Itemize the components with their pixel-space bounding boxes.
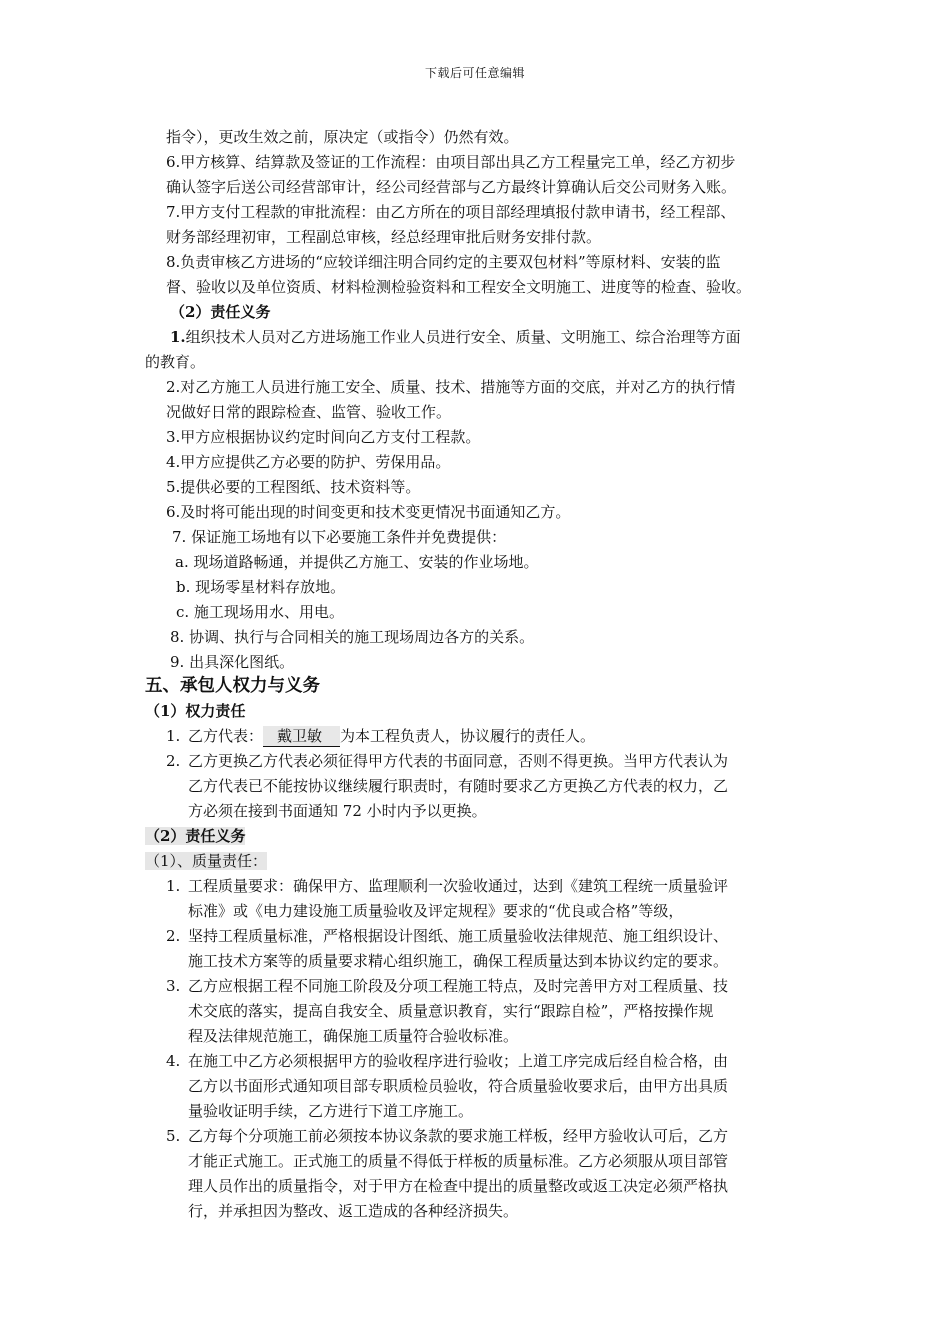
list-text: 在施工中乙方必须根据甲方的验收程序进行验收；上道工序完成后经自检合格，由 (188, 1052, 729, 1070)
text-line: 2.对乙方施工人员进行施工安全、质量、技术、措施等方面的交底，并对乙方的执行情 (166, 378, 736, 396)
section-heading: （2）责任义务 (170, 303, 271, 321)
text-line: 7.甲方支付工程款的审批流程：由乙方所在的项目部经理填报付款申请书，经工程部、 (166, 203, 736, 221)
representative-name: 戴卫敏 (263, 726, 340, 747)
list-number: 4. (166, 1052, 181, 1070)
section-heading: （2）责任义务 (145, 827, 246, 845)
text-line: 指令），更改生效之前，原决定（或指令）仍然有效。 (166, 128, 519, 146)
text-line: 理人员作出的质量指令，对于甲方在检查中提出的质量整改或返工决定必须严格执 (188, 1177, 729, 1195)
subsection-heading: （1）、质量责任： (145, 852, 268, 870)
list-item (166, 926, 728, 946)
text-line: 量验收证明手续，乙方进行下道工序施工。 (188, 1102, 474, 1120)
list-text: 乙方每个分项施工前必须按本协议条款的要求施工样板，经甲方验收认可后，乙方 (188, 1127, 729, 1145)
text-line: 4.甲方应提供乙方必要的防护、劳保用品。 (166, 453, 451, 471)
section-heading: （1）权力责任 (145, 702, 246, 720)
text-line: 3.甲方应根据协议约定时间向乙方支付工程款。 (166, 428, 481, 446)
list-number: 1. (170, 328, 186, 346)
text-line: 财务部经理初审，工程副总审核，经总经理审批后财务安排付款。 (166, 228, 602, 246)
text-line: 况做好日常的跟踪检查、监管、验收工作。 (166, 403, 452, 421)
list-text: 组织技术人员对乙方进场施工作业人员进行安全、质量、文明施工、综合治理等方面 (185, 328, 741, 346)
list-number: 1. (166, 877, 181, 895)
text-line: 才能正式施工。正式施工的质量不得低于样板的质量标准。乙方必须服从项目部管 (188, 1152, 729, 1170)
page-header: 下载后可任意编辑 (424, 66, 525, 80)
list-text: 乙方更换乙方代表必须征得甲方代表的书面同意，否则不得更换。当甲方代表认为 (188, 752, 729, 770)
chapter-heading: 五、承包人权力与义务 (145, 676, 320, 696)
list-number: 1. (166, 727, 181, 745)
text-line: 术交底的落实，提高自我安全、质量意识教育，实行“跟踪自检”，严格按操作规 (188, 1002, 714, 1020)
text-line: b. 现场零星材料存放地。 (176, 578, 346, 596)
text-line: 确认签字后送公司经营部审计，经公司经营部与乙方最终计算确认后交公司财务入账。 (166, 178, 737, 196)
list-item (166, 1051, 728, 1071)
text-line: 6.甲方核算、结算款及签证的工作流程：由项目部出具乙方工程量完工单，经乙方初步 (166, 153, 736, 171)
list-text: 坚持工程质量标准，严格根据设计图纸、施工质量验收法律规范、施工组织设计、 (188, 927, 729, 945)
text-line: 9. 出具深化图纸。 (170, 653, 295, 671)
text-line: 督、验收以及单位资质、材料检测检验资料和工程安全文明施工、进度等的检查、验收。 (166, 278, 752, 296)
text-line: 8.负责审核乙方进场的“应较详细注明合同约定的主要双包材料”等原材料、安装的监 (166, 253, 721, 271)
list-text: 工程质量要求：确保甲方、监理顺利一次验收通过，达到《建筑工程统一质量验评 (188, 877, 729, 895)
text-line: 行，并承担因为整改、返工造成的各种经济损失。 (188, 1202, 519, 1220)
list-number: 2. (166, 752, 181, 770)
list-text: 为本工程负责人，协议履行的责任人。 (340, 727, 596, 745)
list-number: 5. (166, 1127, 181, 1145)
list-number: 2. (166, 927, 181, 945)
text-line: 的教育。 (145, 353, 206, 371)
text-line: 5.提供必要的工程图纸、技术资料等。 (166, 478, 421, 496)
list-item (166, 751, 728, 771)
text-line (170, 327, 741, 347)
list-item (166, 726, 595, 747)
list-text: 乙方应根据工程不同施工阶段及分项工程施工特点，及时完善甲方对工程质量、技 (188, 977, 729, 995)
text-line: c. 施工现场用水、用电。 (176, 603, 344, 621)
text-line: 标准》或《电力建设施工质量验收及评定规程》要求的“优良或合格”等级， (188, 902, 684, 920)
list-number: 3. (166, 977, 181, 995)
text-line: a. 现场道路畅通，并提供乙方施工、安装的作业场地。 (175, 553, 539, 571)
text-line: 程及法律规范施工，确保施工质量符合验收标准。 (188, 1027, 519, 1045)
list-text: 乙方代表： (188, 727, 264, 745)
text-line: 6.及时将可能出现的时间变更和技术变更情况书面通知乙方。 (166, 503, 571, 521)
list-item (166, 876, 728, 896)
text-line: 7. 保证施工场地有以下必要施工条件并免费提供： (172, 528, 507, 546)
text-line: 8. 协调、执行与合同相关的施工现场周边各方的关系。 (170, 628, 535, 646)
text-line: 方必须在接到书面通知 72 小时内予以更换。 (188, 802, 487, 820)
text-line: 乙方以书面形式通知项目部专职质检员验收，符合质量验收要求后，由甲方出具质 (188, 1077, 729, 1095)
list-item (166, 1126, 728, 1146)
list-item (166, 976, 728, 996)
text-line: 乙方代表已不能按协议继续履行职责时，有随时要求乙方更换乙方代表的权力，乙 (188, 777, 729, 795)
text-line: 施工技术方案等的质量要求精心组织施工，确保工程质量达到本协议约定的要求。 (188, 952, 729, 970)
